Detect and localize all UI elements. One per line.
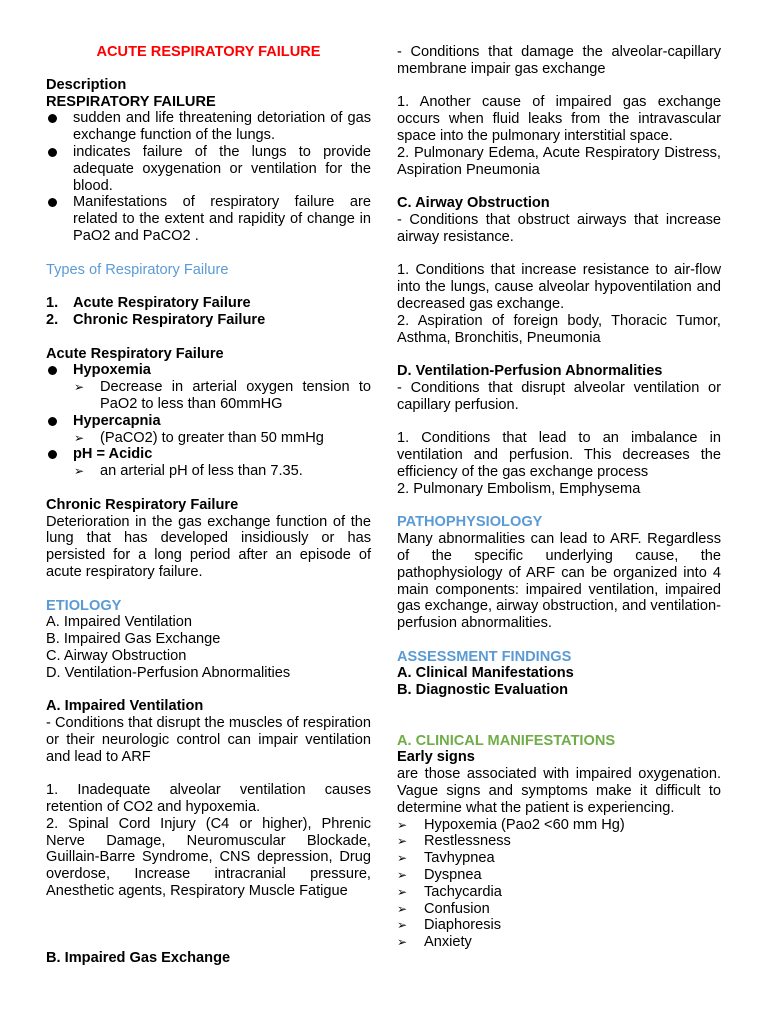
sign-item: ➢ Diaphoresis (397, 917, 502, 934)
arf-criterion-detail: ➢ an arterial pH of less than 7.35. (74, 463, 303, 480)
etiology-item: D. Ventilation-Perfusion Abnormalities (46, 664, 291, 681)
document-title: ACUTE RESPIRATORY FAILURE (96, 44, 321, 60)
arf-criterion-label: Hypercapnia (46, 413, 371, 430)
crf-heading: Chronic Respiratory Failure (46, 496, 239, 513)
vp-abnormalities-text: - Conditions that disrupt alveolar ventilation or capillary perfusion. (397, 379, 721, 413)
impaired-ventilation-point: 2. Spinal Cord Injury (C4 or higher), Phrenic Nerve Damage, Neuromuscular Blockade, Guillain-Barre Syndrome, CNS depression, Drug overdose, Increase intracranial pressure, Anesthetic agents, Respiratory Muscle Fatigue (46, 815, 371, 900)
impaired-ventilation-text: - Conditions that disrupt the muscles of respiration or their neurologic control can impair ventilation and lead to ARF (46, 715, 371, 765)
arrow-bullet-icon: ➢ (397, 935, 408, 950)
vp-abnormalities-heading: D. Ventilation-Perfusion Abnormalities (397, 363, 663, 380)
sign-item: ➢ Anxiety (397, 934, 472, 951)
pathophysiology-heading: PATHOPHYSIOLOGY (397, 514, 543, 531)
impaired-gas-exchange-heading: B. Impaired Gas Exchange (46, 950, 231, 967)
arrow-bullet-icon: ➢ (74, 464, 85, 479)
sign-item: ➢ Confusion (397, 900, 490, 917)
assessment-heading: ASSESSMENT FINDINGS (397, 648, 572, 665)
early-signs-text: are those associated with impaired oxygenation. Vague signs and symptoms make it difficult to determine what the patient is experiencing. (397, 766, 721, 816)
sign-item: ➢ Tavhypnea (397, 850, 495, 867)
type-item: 2. Chronic Respiratory Failure (46, 311, 266, 328)
vp-abnormalities-point: 1. Conditions that lead to an imbalance in ventilation and perfusion. This decreases the efficiency of the gas exchange process (397, 430, 721, 480)
impaired-ventilation-point: 1. Inadequate alveolar ventilation causes retention of CO2 and hypoxemia. (46, 782, 371, 816)
gas-exchange-text: - Conditions that damage the alveolar-capillary membrane impair gas exchange (397, 44, 721, 77)
arrow-bullet-icon: ➢ (397, 918, 408, 933)
early-signs-heading: Early signs (397, 749, 475, 766)
left-column (46, 44, 371, 967)
right-column (397, 44, 721, 951)
types-list (46, 295, 371, 329)
etiology-heading: ETIOLOGY (46, 597, 122, 614)
airway-obstruction-point: 1. Conditions that increase resistance to air-flow into the lungs, cause alveolar hypoventilation and decreased gas exchange. (397, 262, 721, 312)
sign-item: ➢ Hypoxemia (Pao2 <60 mm Hg) (397, 816, 625, 833)
pathophysiology-text: Many abnormalities can lead to ARF. Regardless of the specific underlying cause, the pathophysiology of ARF can be organized into 4 main components: impaired ventilation, impaired gas exchange, airway obstruction, and ventilation-perfusion abnormalities. (397, 531, 721, 632)
gas-exchange-point: 1. Another cause of impaired gas exchange occurs when fluid leaks from the intravascular space into the pulmonary interstitial space. (397, 94, 721, 144)
arrow-bullet-icon: ➢ (397, 868, 408, 883)
etiology-item: B. Impaired Gas Exchange (46, 631, 221, 648)
arrow-bullet-icon: ➢ (397, 851, 408, 866)
impaired-ventilation-heading: A. Impaired Ventilation (46, 698, 204, 715)
etiology-item: A. Impaired Ventilation (46, 614, 193, 631)
arrow-bullet-icon: ➢ (397, 901, 408, 916)
type-item: 1. Acute Respiratory Failure (46, 295, 251, 312)
arrow-bullet-icon: ➢ (74, 380, 85, 395)
description-heading: Description (46, 76, 127, 93)
signs-list (397, 817, 721, 951)
arrow-bullet-icon: ➢ (397, 817, 408, 832)
arf-criterion-detail: ➢ Decrease in arterial oxygen tension to PaO2 to less than 60mmHG (74, 379, 371, 412)
vp-abnormalities-point: 2. Pulmonary Embolism, Emphysema (397, 480, 641, 497)
arf-heading: Acute Respiratory Failure (46, 345, 224, 362)
arf-criterion-label: pH = Acidic (46, 446, 371, 463)
clinical-manifestations-heading: A. CLINICAL MANIFESTATIONS (397, 732, 616, 749)
airway-obstruction-point: 2. Aspiration of foreign body, Thoracic Tumor, Asthma, Bronchitis, Pneumonia (397, 312, 721, 346)
types-heading: Types of Respiratory Failure (46, 261, 229, 278)
assessment-item: B. Diagnostic Evaluation (397, 682, 569, 699)
assessment-item: A. Clinical Manifestations (397, 665, 574, 682)
arf-criterion-detail: ➢ (PaCO2) to greater than 50 mmHg (74, 429, 324, 446)
arrow-bullet-icon: ➢ (397, 884, 408, 899)
bullet-item: Manifestations of respiratory failure are related to the extent and rapidity of change in PaO2 and PaCO2 . (46, 194, 371, 244)
arrow-bullet-icon: ➢ (74, 430, 85, 445)
airway-obstruction-text: - Conditions that obstruct airways that increase airway resistance. (397, 211, 721, 245)
sign-item: ➢ Dyspnea (397, 867, 482, 884)
sign-item: ➢ Restlessness (397, 833, 511, 850)
bullet-item: sudden and life threatening detoriation of gas exchange function of the lungs. (46, 110, 371, 144)
arf-criterion-label: Hypoxemia (46, 362, 371, 379)
crf-text: Deterioration in the gas exchange function of the lung that has developed insidiously or has persisted for a long period after an episode of acute respiratory failure. (46, 513, 371, 580)
gas-exchange-point: 2. Pulmonary Edema, Acute Respiratory Distress, Aspiration Pneumonia (397, 144, 721, 178)
etiology-item: C. Airway Obstruction (46, 647, 187, 664)
respiratory-failure-heading: RESPIRATORY FAILURE (46, 93, 216, 110)
sign-item: ➢ Tachycardia (397, 883, 502, 900)
arf-criteria (46, 362, 371, 480)
bullet-item: indicates failure of the lungs to provide adequate oxygenation or ventilation for the blood. (46, 144, 371, 194)
arrow-bullet-icon: ➢ (397, 834, 408, 849)
respiratory-failure-bullets (46, 110, 371, 244)
airway-obstruction-heading: C. Airway Obstruction (397, 195, 550, 212)
